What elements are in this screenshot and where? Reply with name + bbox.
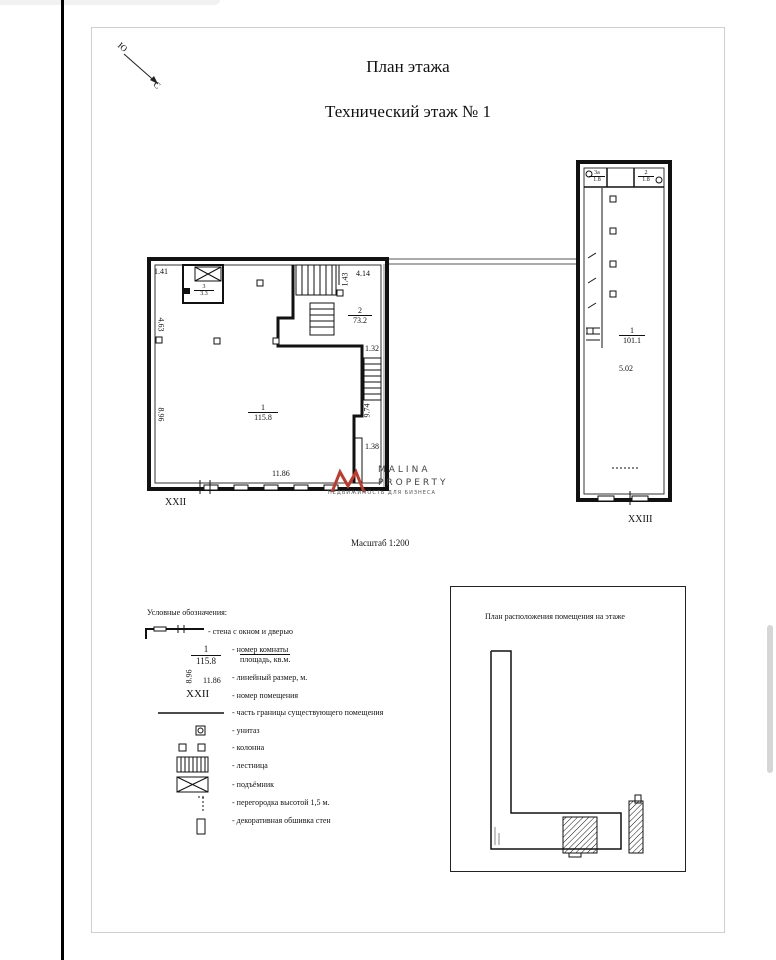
page-title: План этажа bbox=[366, 57, 450, 76]
room-number-xxiii: XXIII bbox=[628, 514, 653, 525]
room-label-3a: 3а 1.8 bbox=[589, 170, 605, 183]
dim-8-96: 8.96 bbox=[156, 407, 166, 422]
watermark-line1: MALINA bbox=[378, 465, 431, 475]
dim-11-86: 11.86 bbox=[272, 469, 290, 478]
dim-1-43: 1.43 bbox=[340, 272, 350, 287]
lift-icon bbox=[176, 776, 210, 794]
room-label-2: 2 73.2 bbox=[348, 306, 372, 325]
room-label-r1: 1 101.1 bbox=[619, 326, 645, 345]
column-icon bbox=[178, 743, 212, 753]
room-label-1: 1 115.8 bbox=[248, 403, 278, 422]
room-label-r2: 2 1.8 bbox=[638, 170, 654, 183]
floor-plan-sheet: План этажа Технический этаж № 1 Ю С 1.41 4.63 8.96 11.86 1.43 4.14 1.32 9.74 1.38 1 115.8 2 73.2 3 3.3 XXII 3а 1.8 2 1.8 1 101.1 5.02 XXIII MALINA PROPERTY НЕДВИЖИМОСТЬ ДЛЯ БИЗНЕСА Масштаб 1:200 Условные обозначения: - стена с окном и дверью 1 115.8 - номер комнаты площадь, кв.м. 8.96 11.86 - линейный размер, м. XXII - номер помещения - часть границы существующего помещения - унитаз - колонна - лестница - подъёмник - перегородка высотой 1,5 м. - декоративная обшивка стен План расположения помещения на этаже bbox=[91, 27, 725, 933]
dim-9-74: 9.74 bbox=[362, 403, 372, 418]
compass-south: С bbox=[151, 79, 163, 91]
dim-1-32: 1.32 bbox=[365, 344, 379, 353]
toilet-icon bbox=[195, 725, 207, 737]
room-label-3: 3 3.3 bbox=[194, 284, 214, 297]
dim-5-02: 5.02 bbox=[619, 364, 633, 373]
page-subtitle: Технический этаж № 1 bbox=[325, 102, 491, 121]
left-border-line bbox=[61, 0, 64, 960]
location-plan-box bbox=[450, 586, 686, 872]
watermark-tagline: НЕДВИЖИМОСТЬ ДЛЯ БИЗНЕСА bbox=[328, 490, 436, 496]
room-number-xxii: XXII bbox=[165, 497, 187, 508]
dim-4-63: 4.63 bbox=[156, 317, 166, 332]
scale-label: Масштаб 1:200 bbox=[351, 538, 410, 548]
location-plan-drawing bbox=[451, 587, 685, 871]
stairs-icon bbox=[176, 756, 210, 774]
dim-4-14: 4.14 bbox=[356, 269, 370, 278]
scrollbar-thumb[interactable] bbox=[767, 625, 773, 773]
compass-north: Ю bbox=[115, 40, 130, 54]
cladding-icon bbox=[196, 818, 208, 836]
legend-title: Условные обозначения: bbox=[147, 608, 228, 617]
dim-1-41: 1.41 bbox=[154, 267, 168, 276]
partition-icon bbox=[196, 795, 208, 815]
dim-1-38: 1.38 bbox=[365, 442, 379, 451]
watermark-line2: PROPERTY bbox=[378, 478, 449, 488]
top-bar bbox=[0, 0, 220, 5]
location-plan-title: План расположения помещения на этаже bbox=[485, 612, 625, 621]
